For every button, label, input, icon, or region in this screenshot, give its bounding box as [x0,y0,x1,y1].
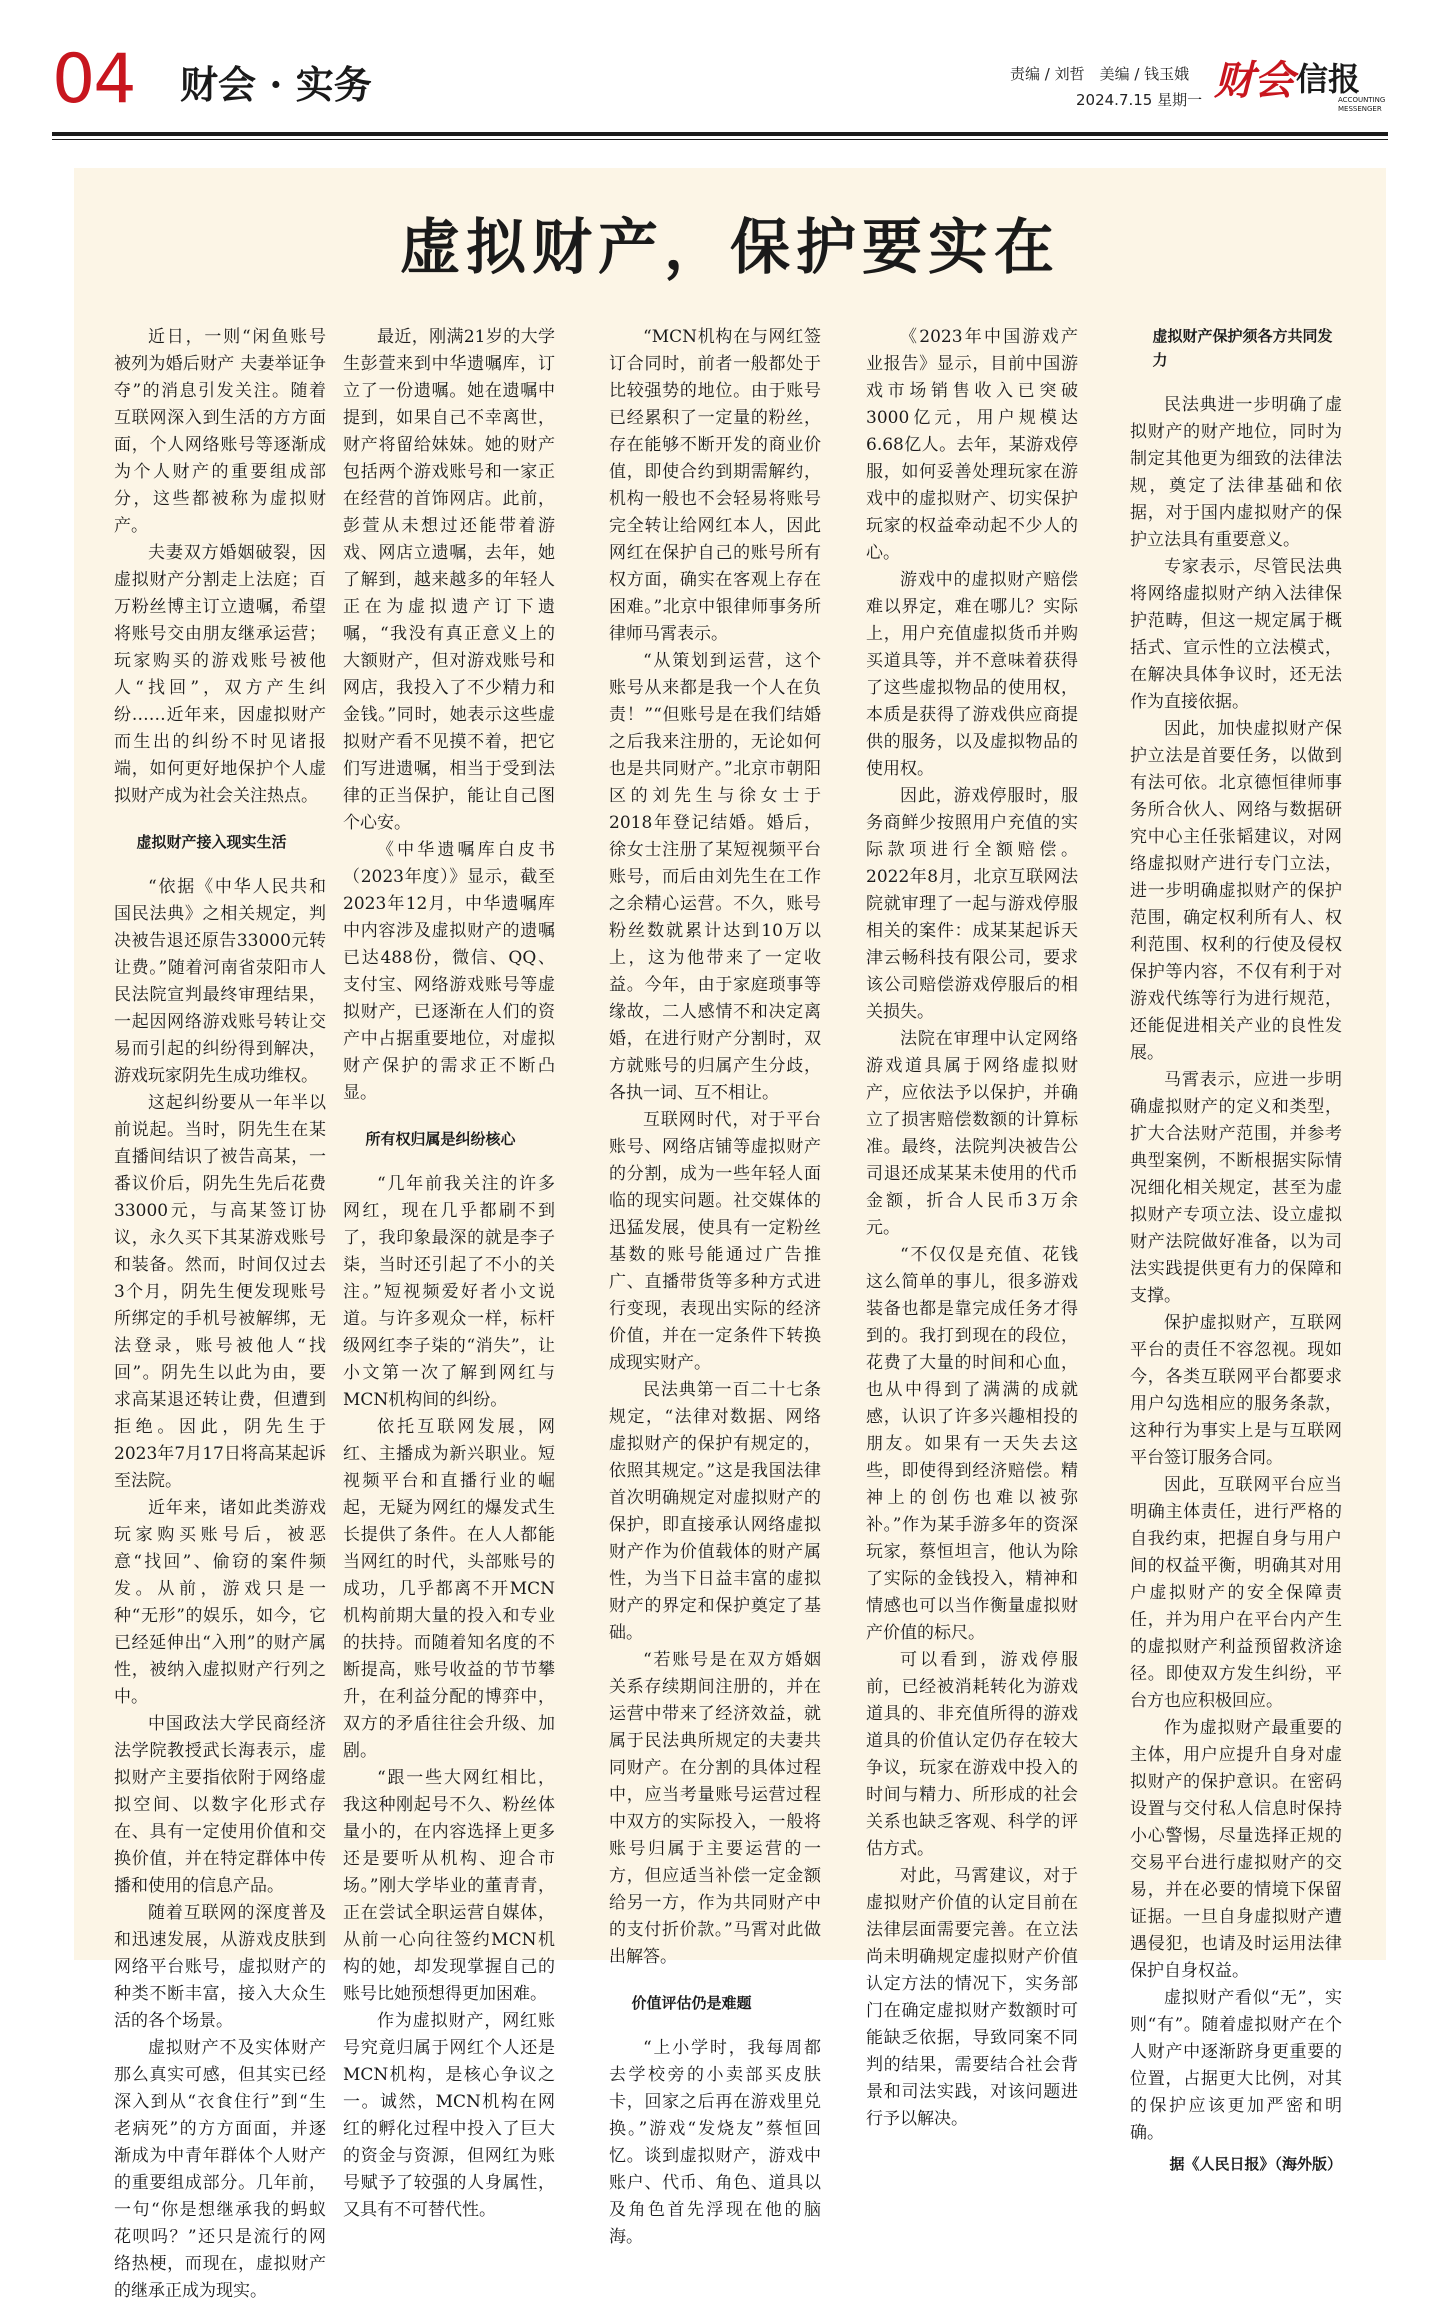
logo-english-line-1: ACCOUNTING [1338,96,1386,104]
page-number: 04 [52,40,135,119]
article-column-5 [1130,324,1342,2173]
article-column-3 [609,324,821,2247]
paragraph: 互联网时代，对于平台账号、网络店铺等虚拟财产的分割，成为一些年轻人面临的现实问题。社交媒体的迅猛发展，使具有一定粉丝基数的账号能通过广告推广、直播带货等多种方式进行变现，表现出实际的经济价值，并在一定条件下转换成现实财产。 [609,1110,821,1373]
paragraph: 因此，互联网平台应当明确主体责任，进行严格的自我约束，把握自身与用户间的权益平衡，明确其对用户虚拟财产的安全保障责任，并为用户在平台内产生的虚拟财产利益预留救济途径。即使双方发生纠纷，平台方也应积极回应。 [1130,1475,1342,1711]
subhead: 所有权归属是纠纷核心 [365,1130,516,1148]
header-rule-thick [52,132,1388,136]
logo-red-text: 财会 [1214,57,1294,104]
logo-black-text: 信报 [1296,60,1361,98]
paragraph: 可以看到，游戏停服前，已经被消耗转化为游戏道具的、非充值所得的游戏道具的价值认定仍存在较大争议，玩家在游戏中投入的时间与精力、所形成的社会关系也缺乏客观、科学的评估方式。 [866,1650,1078,1859]
subhead: 虚拟财产接入现实生活 [136,833,287,851]
page-header [52,40,1388,132]
paragraph: “若账号是在双方婚姻关系存续期间注册的，并在运营中带来了经济效益，就属于民法典所规定的夫妻共同财产。在分割的具体过程中，应当考量账号运营过程中双方的实际投入，一般将账号归属于主要运营的一方，但应适当补偿一定金额给另一方，作为共同财产中的支付折价款。”马霄对此做出解答。 [609,1650,821,1967]
paragraph: 法院在审理中认定网络游戏道具属于网络虚拟财产，应依法予以保护，并确立了损害赔偿数额的计算标准。最终，法院判决被告公司退还成某某未使用的代币金额，折合人民币3万余元。 [866,1029,1078,1238]
paragraph: 虚拟财产看似“无”，实则“有”。随着虚拟财产在个人财产中逐渐跻身更重要的位置，占据更大比例，对其的保护应该更加严密和明确。 [1130,1988,1342,2143]
newspaper-logo [1214,54,1388,114]
paragraph: 中国政法大学民商经济法学院教授武长海表示，虚拟财产主要指依附于网络虚拟空间、以数字化形式存在、具有一定使用价值和交换价值，并在特定群体中传播和使用的信息产品。 [114,1714,326,1896]
paragraph: 近日，一则“闲鱼账号被列为婚后财产 夫妻举证争夺”的消息引发关注。随着互联网深入到生活的方方面面，个人网络账号等逐渐成为个人财产的重要组成部分，这些都被称为虚拟财产。 [114,327,326,536]
paragraph: “上小学时，我每周都去学校旁的小卖部买皮肤卡，回家之后再在游戏里兑换。”游戏“发烧友”蔡恒回忆。谈到虚拟财产，游戏中账户、代币、角色、道具以及角色首先浮现在他的脑海。 [609,2038,821,2247]
section-title: 财会 · 实务 [180,62,372,107]
article-column-1 [114,324,326,2301]
paragraph: 保护虚拟财产，互联网平台的责任不容忽视。现如今，各类互联网平台都要求用户勾选相应的服务条款，这种行为事实上是与互联网平台签订服务合同。 [1130,1313,1342,1468]
paragraph: 最近，刚满21岁的大学生彭萱来到中华遗嘱库，订立了一份遗嘱。她在遗嘱中提到，如果自己不幸离世，财产将留给妹妹。她的财产包括两个游戏账号和一家正在经营的首饰网店。此前，彭萱从未想过还能带着游戏、网店立遗嘱，去年，她了解到，越来越多的年轻人正在为虚拟遗产订下遗嘱，“我没有真正意义上的大额财产，但对游戏账号和网店，我投入了不少精力和金钱。”同时，她表示这些虚拟财产看不见摸不着，把它们写进遗嘱，相当于受到法律的正当保护，能让自己图个心安。 [343,327,555,833]
subhead: 价值评估仍是难题 [631,1994,752,2012]
paragraph: 这起纠纷要从一年半以前说起。当时，阴先生在某直播间结识了被告高某，一番议价后，阴先生先后花费33000元，与高某签订协议，永久买下其某游戏账号和装备。然而，时间仅过去3个月，阴先生便发现账号所绑定的手机号被解绑，无法登录，账号被他人“找回”。阴先生以此为由，要求高某退还转让费，但遭到拒绝。因此，阴先生于2023年7月17日将高某起诉至法院。 [114,1093,326,1491]
article-column-2 [343,324,555,2220]
article-column-4 [866,324,1078,2129]
paragraph: “几年前我关注的许多网红，现在几乎都刷不到了，我印象最深的就是李子柒，当时还引起了不小的关注。”短视频爱好者小文说道。与许多观众一样，标杆级网红李子柒的“消失”，让小文第一次了解到网红与MCN机构间的纠纷。 [343,1174,555,1410]
paragraph: 《中华遗嘱库白皮书（2023年度）》显示，截至2023年12月，中华遗嘱库中内容涉及虚拟财产的遗嘱已达488份，微信、QQ、支付宝、网络游戏账号等虚拟财产，已逐渐在人们的资产中占据重要地位，对虚拟财产保护的需求正不断凸显。 [343,840,555,1103]
editors-credit: 责编 / 刘哲 美编 / 钱玉娥 [1010,65,1190,83]
paragraph: 作为虚拟财产，网红账号究竟归属于网红个人还是MCN机构，是核心争议之一。诚然，MCN机构在网红的孵化过程中投入了巨大的资金与资源，但网红为账号赋予了较强的人身属性，又具有不可替代性。 [343,2011,555,2220]
logo-english-line-2: MESSENGER [1338,105,1382,113]
paragraph: 近年来，诸如此类游戏玩家购买账号后，被恶意“找回”、偷窃的案件频发。从前，游戏只是一种“无形”的娱乐，如今，它已经延伸出“入刑”的财产属性，被纳入虚拟财产行列之中。 [114,1498,326,1707]
paragraph: 作为虚拟财产最重要的主体，用户应提升自身对虚拟财产的保护意识。在密码设置与交付私人信息时保持小心警惕，尽量选择正规的交易平台进行虚拟财产的交易，并在必要的情境下保留证据。一旦自身虚拟财产遭遇侵犯，也请及时运用法律保护自身权益。 [1130,1718,1342,1981]
paragraph: “从策划到运营，这个账号从来都是我一个人在负责！”“但账号是在我们结婚之后我来注册的，无论如何也是共同财产。”北京市朝阳区的刘先生与徐女士于2018年登记结婚。婚后，徐女士注册了某短视频平台账号，而后由刘先生在工作之余精心运营。不久，账号粉丝数就累计达到10万以上，这为他带来了一定收益。今年，由于家庭琐事等缘故，二人感情不和决定离婚，在进行财产分割时，双方就账号的归属产生分歧，各执一词、互不相让。 [609,651,821,1103]
paragraph: 因此，加快虚拟财产保护立法是首要任务，以做到有法可依。北京德恒律师事务所合伙人、网络与数据研究中心主任张韬建议，对网络虚拟财产进行专门立法，进一步明确虚拟财产的保护范围，确定权利所有人、权利范围、权利的行使及侵权保护等内容，不仅有利于对游戏代练等行为进行规范，还能促进相关产业的良性发展。 [1130,719,1342,1063]
issue-date: 2024.7.15 星期一 [1076,91,1203,109]
paragraph: 随着互联网的深度普及和迅速发展，从游戏皮肤到网络平台账号，虚拟财产的种类不断丰富，接入大众生活的各个场景。 [114,1903,326,2031]
paragraph: “跟一些大网红相比，我这种刚起号不久、粉丝体量小的，在内容选择上更多还是要听从机构、迎合市场。”刚大学毕业的董青青，正在尝试全职运营自媒体，从前一心向往签约MCN机构的她，却发现掌握自己的账号比她预想得更加困难。 [343,1768,555,2004]
paragraph: 虚拟财产不及实体财产那么真实可感，但其实已经深入到从“衣食住行”到“生老病死”的方方面面，并逐渐成为中青年群体个人财产的重要组成部分。几年前，一句“你是想继承我的蚂蚁花呗吗？”还只是流行的网络热梗，而现在，虚拟财产的继承正成为现实。 [114,2038,326,2301]
paragraph: 对此，马霄建议，对于虚拟财产价值的认定目前在法律层面需要完善。在立法尚未明确规定虚拟财产价值认定方法的情况下，实务部门在确定虚拟财产数额时可能缺乏依据，导致同案不同判的结果，需要结合社会背景和司法实践，对该问题进行予以解决。 [866,1866,1078,2129]
logo-english [1338,96,1385,114]
article-headline: 虚拟财产，保护要实在 [400,213,1060,283]
paragraph: 专家表示，尽管民法典将网络虚拟财产纳入法律保护范畴，但这一规定属于概括式、宣示性的立法模式，在解决具体争议时，还无法作为直接依据。 [1130,557,1342,712]
paragraph: 《2023年中国游戏产业报告》显示，目前中国游戏市场销售收入已突破3000亿元，用户规模达6.68亿人。去年，某游戏停服，如何妥善处理玩家在游戏中的虚拟财产、切实保护玩家的权益牵动起不少人的心。 [866,327,1078,563]
paragraph: “不仅仅是充值、花钱这么简单的事儿，很多游戏装备也都是靠完成任务才得到的。我打到现在的段位，花费了大量的时间和心血，也从中得到了满满的成就感，认识了许多兴趣相投的朋友。如果有一天失去这些，即使得到经济赔偿。精神上的创伤也难以被弥补。”作为某手游多年的资深玩家，蔡恒坦言，他认为除了实际的金钱投入，精神和情感也可以当作衡量虚拟财产价值的标尺。 [866,1245,1078,1643]
paragraph: 马霄表示，应进一步明确虚拟财产的定义和类型，扩大合法财产范围，并参考典型案例，不断根据实际情况细化相关规定，甚至为虚拟财产专项立法、设立虚拟财产法院做好准备，以为司法实践提供更有力的保障和支撑。 [1130,1070,1342,1306]
paragraph: 依托互联网发展，网红、主播成为新兴职业。短视频平台和直播行业的崛起，无疑为网红的爆发式生长提供了条件。在人人都能当网红的时代，头部账号的成功，几乎都离不开MCN机构前期大量的投入和专业的扶持。而随着知名度的不断提高，账号收益的节节攀升，在利益分配的博弈中，双方的矛盾往往会升级、加剧。 [343,1417,555,1761]
paragraph: 夫妻双方婚姻破裂，因虚拟财产分割走上法庭；百万粉丝博主订立遗嘱，希望将账号交由朋友继承运营；玩家购买的游戏账号被他人“找回”，双方产生纠纷……近年来，因虚拟财产而生出的纠纷不时见诸报端，如何更好地保护个人虚拟财产成为社会关注热点。 [114,543,326,806]
article-source: 据《人民日报》（海外版） [1169,2155,1342,2173]
paragraph: 民法典第一百二十七条规定，“法律对数据、网络虚拟财产的保护有规定的，依照其规定。”这是我国法律首次明确规定对虚拟财产的保护，即直接承认网络虚拟财产作为价值载体的财产属性，为当下日益丰富的虚拟财产的界定和保护奠定了基础。 [609,1380,821,1643]
paragraph: 游戏中的虚拟财产赔偿难以界定，难在哪儿？实际上，用户充值虚拟货币并购买道具等，并不意味着获得了这些虚拟物品的使用权，本质是获得了游戏供应商提供的服务，以及虚拟物品的使用权。 [866,570,1078,779]
paragraph: 民法典进一步明确了虚拟财产的财产地位，同时为制定其他更为细致的法律法规，奠定了法律基础和依据，对于国内虚拟财产的保护立法具有重要意义。 [1130,395,1342,550]
subhead: 虚拟财产保护须各方共同发力 [1152,327,1333,369]
header-rule-thin [52,139,1388,140]
paragraph: “依据《中华人民共和国民法典》之相关规定，判决被告退还原告33000元转让费。”随着河南省荥阳市人民法院宣判最终审理结果，一起因网络游戏账号转让交易而引起的纠纷得到解决，游戏玩家阴先生成功维权。 [114,877,326,1086]
paragraph: “MCN机构在与网红签订合同时，前者一般都处于比较强势的地位。由于账号已经累积了一定量的粉丝，存在能够不断开发的商业价值，即使合约到期需解约，机构一般也不会轻易将账号完全转让给网红本人，因此网红在保护自己的账号所有权方面，确实在客观上存在困难。”北京中银律师事务所律师马霄表示。 [609,327,821,644]
paragraph: 因此，游戏停服时，服务商鲜少按照用户充值的实际款项进行全额赔偿。2022年8月，北京互联网法院就审理了一起与游戏停服相关的案件：成某某起诉天津云畅科技有限公司，要求该公司赔偿游戏停服后的相关损失。 [866,786,1078,1022]
